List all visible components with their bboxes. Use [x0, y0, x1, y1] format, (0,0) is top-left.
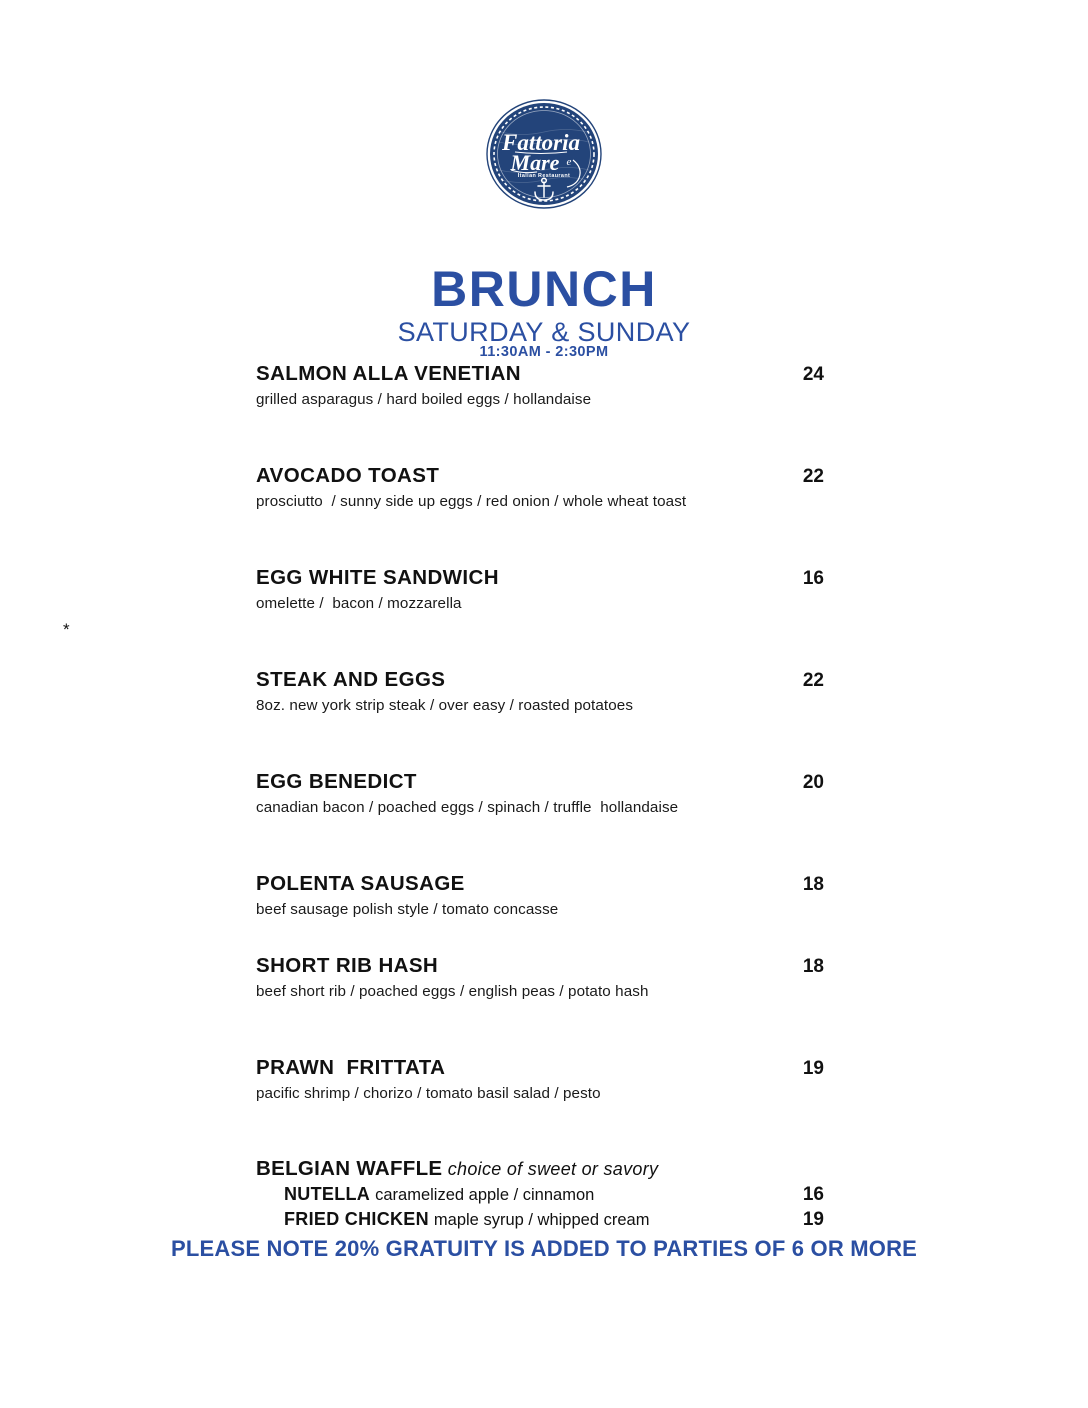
menu-item-description: prosciutto / sunny side up eggs / red onion / whole wheat toast [256, 493, 687, 510]
menu-item-group-waffle [256, 1157, 824, 1231]
waffle-option-text [284, 1184, 594, 1205]
menu-item-description: pacific shrimp / chorizo / tomato basil salad / pesto [256, 1085, 601, 1102]
menu-item-name: EGG WHITE SANDWICH [256, 566, 499, 589]
page-subtitle: SATURDAY & SUNDAY [397, 317, 691, 347]
menu-item [256, 872, 824, 918]
menu-item-name: SHORT RIB HASH [256, 954, 439, 977]
menu-item-description: omelette / bacon / mozzarella [256, 595, 462, 612]
svg-text:Mare: Mare [510, 150, 560, 175]
menu-item-header [256, 464, 824, 488]
waffle-option-name: NUTELLA [284, 1184, 371, 1204]
menu-item-description: beef short rib / poached eggs / english peas / potato hash [256, 983, 649, 1000]
menu-item-price: 18 [802, 956, 824, 977]
menu-item-description: beef sausage polish style / tomato concasse [256, 901, 559, 918]
svg-text:Italian Restaurant: Italian Restaurant [517, 173, 571, 179]
menu-item-price: 22 [802, 466, 824, 487]
gratuity-note: PLEASE NOTE 20% GRATUITY IS ADDED TO PARTIES OF 6 OR MORE [170, 1236, 918, 1261]
menu-item [256, 770, 824, 816]
menu-item-header [256, 770, 824, 794]
menu-item [256, 362, 824, 408]
menu-item-header [256, 1056, 824, 1080]
waffle-option-text [284, 1209, 649, 1230]
menu-item-description: canadian bacon / poached eggs / spinach / truffle hollandaise [256, 799, 679, 816]
menu-item-price: 22 [802, 670, 824, 691]
waffle-option-row [256, 1209, 824, 1231]
waffle-option-description: caramelized apple / cinnamon [375, 1186, 595, 1204]
menu-item-name: STEAK AND EGGS [256, 668, 446, 691]
asterisk-mark: * [63, 620, 70, 639]
waffle-group-header [256, 1157, 824, 1181]
restaurant-logo [0, 98, 1088, 210]
menu-item [256, 1056, 824, 1102]
menu-item-name: POLENTA SAUSAGE [256, 872, 465, 895]
waffle-option-row [256, 1184, 824, 1206]
waffle-group-subtitle: choice of sweet or savory [447, 1159, 659, 1179]
menu-item-name: AVOCADO TOAST [256, 464, 440, 487]
waffle-option-price: 16 [802, 1184, 824, 1205]
waffle-option-price: 19 [802, 1209, 824, 1230]
menu-item-price: 18 [802, 874, 824, 895]
waffle-option-name: FRIED CHICKEN [284, 1209, 429, 1229]
logo-badge [485, 98, 603, 210]
menu-item [256, 464, 824, 510]
menu-item-name: PRAWN FRITTATA [256, 1056, 446, 1079]
waffle-group-name: BELGIAN WAFFLE [256, 1157, 443, 1180]
page-title: BRUNCH [431, 261, 657, 317]
menu-item-header [256, 566, 824, 590]
menu-item-description: 8oz. new york strip steak / over easy / roasted potatoes [256, 697, 634, 714]
waffle-option-description: maple syrup / whipped cream [433, 1211, 650, 1229]
menu-list [256, 362, 824, 1231]
menu-item [256, 954, 824, 1000]
menu-item-description: grilled asparagus / hard boiled eggs / hollandaise [256, 391, 592, 408]
svg-text:e: e [566, 156, 572, 168]
menu-item-header [256, 954, 824, 978]
menu-item-name: SALMON ALLA VENETIAN [256, 362, 522, 385]
service-hours: 11:30AM - 2:30PM [479, 344, 609, 360]
menu-item-header [256, 362, 824, 386]
menu-item-name: EGG BENEDICT [256, 770, 417, 793]
menu-item-header [256, 872, 824, 896]
menu-item [256, 668, 824, 714]
menu-item [256, 566, 824, 612]
menu-item-header [256, 668, 824, 692]
svg-text:Fattoria: Fattoria [502, 130, 580, 155]
menu-item-price: 16 [802, 568, 824, 589]
menu-item-price: 24 [802, 364, 824, 385]
menu-item-price: 19 [802, 1058, 824, 1079]
logo-svg [485, 98, 603, 210]
menu-item-price: 20 [802, 772, 824, 793]
